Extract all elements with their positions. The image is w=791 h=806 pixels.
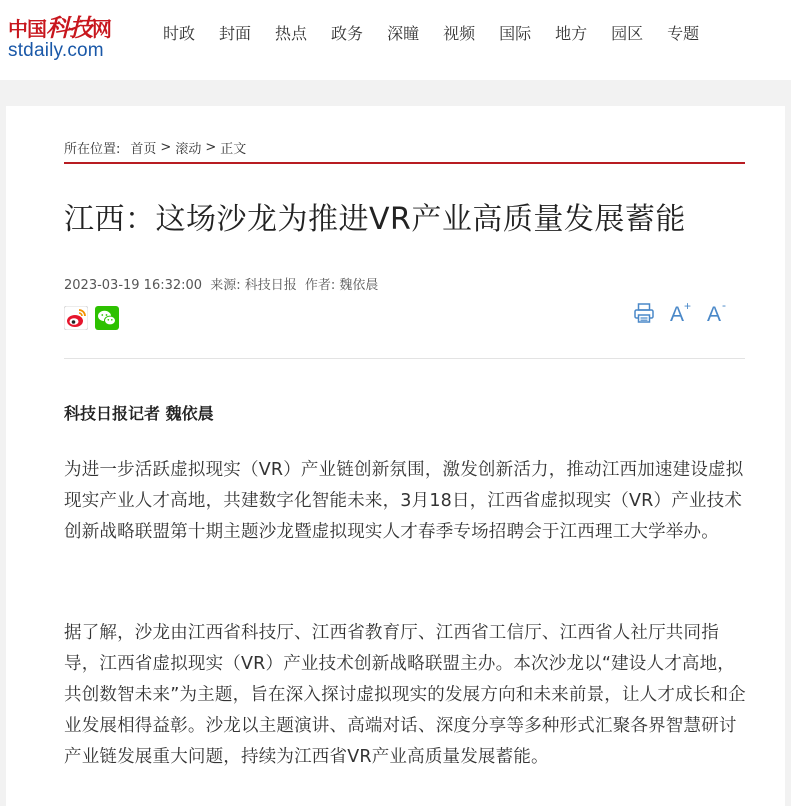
- nav-item-fengmian[interactable]: 封面: [219, 24, 252, 43]
- weibo-icon[interactable]: [64, 306, 88, 330]
- font-decrease-icon[interactable]: [707, 298, 729, 327]
- breadcrumb-separator: >: [160, 140, 172, 155]
- nav-item-guoji[interactable]: 国际: [499, 24, 532, 43]
- article-meta: [64, 274, 382, 293]
- breadcrumb-home[interactable]: 首页: [130, 142, 157, 157]
- breadcrumb-label: 所在位置:: [64, 142, 121, 157]
- article-datetime: 2023-03-19 16:32:00: [64, 278, 203, 293]
- title-divider: [64, 162, 745, 164]
- breadcrumb-separator: >: [205, 140, 217, 155]
- nav-item-zhengwu[interactable]: 政务: [331, 24, 364, 43]
- site-logo[interactable]: [8, 8, 138, 68]
- breadcrumb-current: 正文: [220, 142, 247, 157]
- breadcrumb: [64, 138, 246, 157]
- logo-english: stdaily.com: [8, 40, 104, 61]
- article-container: [6, 106, 785, 806]
- article-source: 来源: 科技日报: [210, 278, 297, 293]
- font-increase-icon[interactable]: [670, 299, 692, 327]
- nav-item-shipin[interactable]: 视频: [443, 24, 476, 43]
- nav-item-shizheng[interactable]: 时政: [163, 24, 196, 43]
- article-title: 江西：这场沙龙为推进VR产业高质量发展蓄能: [64, 202, 686, 237]
- font-decrease-glyph: A: [707, 303, 722, 326]
- logo-chinese: 中国科技网: [8, 13, 111, 42]
- article-paragraph: 为进一步活跃虚拟现实（VR）产业链创新氛围，激发创新活力，推动江西加速建设虚拟现实产业人才高地，共建数字化智能未来，3月18日，江西省虚拟现实（VR）产业技术创新战略联盟第十期主题沙龙暨虚拟现实人才春季专场招聘会于江西理工大学举办。: [64, 460, 744, 542]
- main-nav: [163, 22, 723, 46]
- article-paragraph: 据了解，沙龙由江西省科技厅、江西省教育厅、江西省工信厅、江西省人社厅共同指导，江西省虚拟现实（VR）产业技术创新战略联盟主办。本次沙龙以“建设人才高地，共创数智未来”为主题，旨在深入探讨虚拟现实的发展方向和未来前景，让人才成长和企业发展相得益彰。沙龙以主题演讲、高端对话、深度分享等多种形式汇聚各界智慧研讨产业链发展重大问题，持续为江西省VR产业高质量发展蓄能。: [64, 623, 746, 767]
- nav-item-yuanqu[interactable]: 园区: [611, 24, 644, 43]
- font-increase-glyph: A: [670, 303, 685, 326]
- article-tools: [633, 298, 744, 328]
- share-bar: [64, 306, 126, 330]
- nav-item-redian[interactable]: 热点: [275, 24, 308, 43]
- breadcrumb-scroll[interactable]: 滚动: [175, 142, 202, 157]
- nav-item-zhuanti[interactable]: 专题: [667, 24, 700, 43]
- font-increase-mark: +: [684, 299, 692, 313]
- font-decrease-mark: -: [722, 298, 726, 312]
- print-icon[interactable]: [633, 302, 655, 328]
- site-header: [0, 0, 791, 80]
- nav-item-difang[interactable]: 地方: [555, 24, 588, 43]
- article-author: 作者: 魏依晨: [304, 278, 379, 293]
- meta-divider: [64, 358, 745, 359]
- wechat-icon[interactable]: [95, 306, 119, 330]
- article-byline: 科技日报记者 魏依晨: [64, 404, 214, 423]
- nav-item-shentong[interactable]: 深瞳: [387, 24, 420, 43]
